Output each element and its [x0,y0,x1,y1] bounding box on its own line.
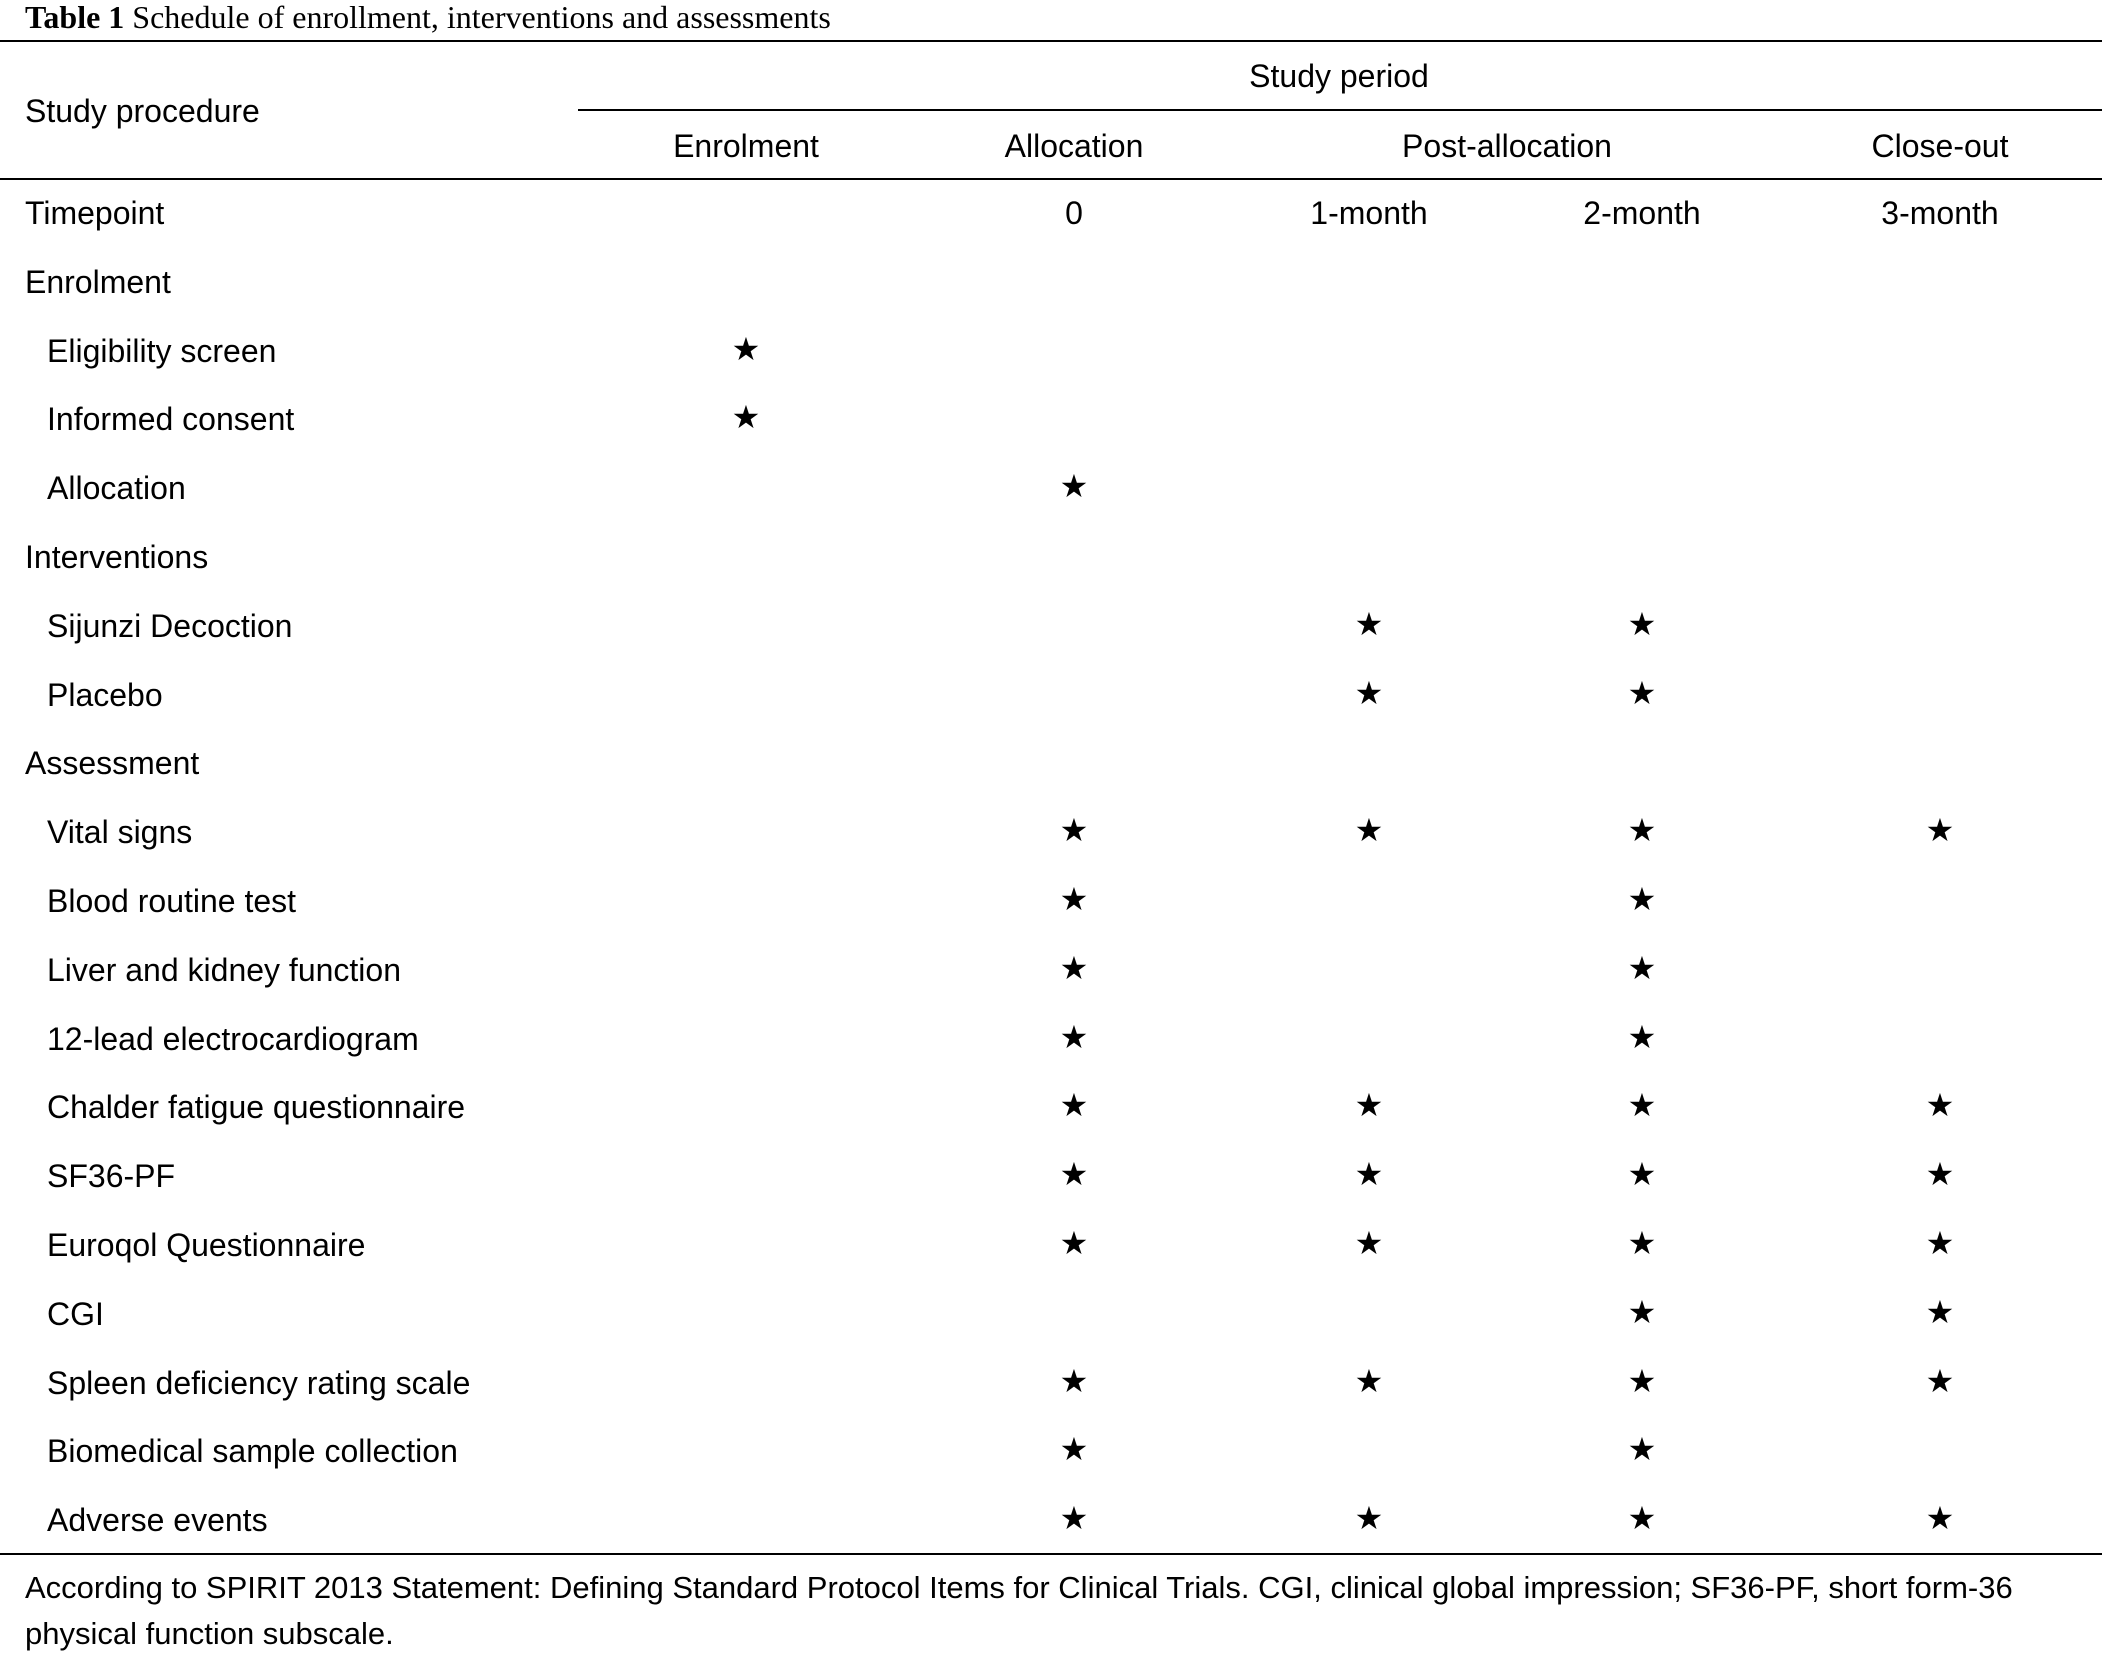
row-label: Chalder fatigue questionnaire [47,1089,466,1126]
star-mark: ★ [1354,1361,1384,1400]
row-label: Informed consent [47,401,295,438]
row-label: Liver and kidney function [47,951,401,988]
period-enrolment: Enrolment [673,128,819,164]
star-mark: ★ [1059,1361,1089,1400]
row-label: Eligibility screen [47,332,277,369]
timepoint-label: Timepoint [25,195,165,231]
star-mark: ★ [1925,1361,1955,1400]
timepoint-value: 0 [1065,195,1083,231]
star-mark: ★ [1354,673,1384,712]
star-mark: ★ [1059,880,1089,918]
star-mark: ★ [1627,604,1657,643]
section-heading: Assessment [25,745,200,782]
header-study-period: Study period [1249,58,1429,94]
star-mark: ★ [731,329,761,368]
star-mark: ★ [1925,811,1955,850]
timepoint-value: 3-month [1881,195,1999,231]
star-mark: ★ [1059,1499,1089,1538]
star-mark: ★ [1925,1224,1955,1262]
row-label: Spleen deficiency rating scale [47,1364,471,1401]
section-heading: Enrolment [25,263,171,300]
top-rule [0,40,2102,42]
star-mark: ★ [1354,1499,1384,1538]
star-mark: ★ [1354,1086,1384,1125]
star-mark: ★ [1627,1224,1657,1262]
star-mark: ★ [1059,811,1089,850]
star-mark: ★ [1925,1499,1955,1538]
star-mark: ★ [1059,467,1089,506]
row-label: Biomedical sample collection [47,1433,458,1470]
timepoint-value: 1-month [1310,195,1428,231]
star-mark: ★ [1627,673,1657,712]
star-mark: ★ [1354,811,1384,850]
star-mark: ★ [1627,880,1657,918]
star-mark: ★ [1354,1224,1384,1262]
table-caption [25,0,831,36]
row-label: Euroqol Questionnaire [47,1227,366,1263]
row-label: Allocation [47,470,186,507]
table-title: Schedule of enrollment, interventions and assessments [132,0,831,35]
header-study-procedure: Study procedure [25,93,260,129]
table-label: Table 1 [25,0,125,35]
star-mark: ★ [1627,1017,1657,1056]
star-mark: ★ [1059,1155,1089,1194]
row-label: Placebo [47,676,163,713]
star-mark: ★ [1354,604,1384,643]
table-footnote: According to SPIRIT 2013 Statement: Defining Standard Protocol Items for Clinical Trials. CGI, clinical global impression; SF36-PF, short form-36 physical function subscale. [25,1570,2013,1651]
star-mark: ★ [1627,811,1657,850]
star-mark: ★ [1627,1430,1657,1469]
row-label: CGI [47,1295,104,1332]
row-label: Sijunzi Decoction [47,607,293,644]
header-bottom-rule [0,178,2102,180]
star-mark: ★ [1627,948,1657,987]
section-heading: Interventions [25,539,209,575]
row-label: Adverse events [47,1502,268,1539]
star-mark: ★ [1627,1086,1657,1125]
star-mark: ★ [1059,1224,1089,1262]
row-label: Vital signs [47,814,193,851]
star-mark: ★ [1059,1430,1089,1469]
star-mark: ★ [1059,1017,1089,1056]
star-mark: ★ [1627,1361,1657,1400]
bottom-rule [0,1553,2102,1555]
row-label: Blood routine test [47,883,297,919]
period-close-out: Close-out [1871,128,2009,164]
star-mark: ★ [1925,1155,1955,1194]
row-label: SF36-PF [47,1158,176,1195]
period-post-allocation: Post-allocation [1402,128,1612,164]
star-mark: ★ [1354,1155,1384,1194]
star-mark: ★ [1925,1086,1955,1125]
study-period-rule [578,109,2102,111]
row-label: 12-lead electrocardiogram [47,1020,419,1057]
star-mark: ★ [1059,948,1089,987]
star-mark: ★ [1627,1499,1657,1538]
star-mark: ★ [1925,1292,1955,1331]
star-mark: ★ [1627,1292,1657,1331]
timepoint-value: 2-month [1583,195,1701,231]
star-mark: ★ [1627,1155,1657,1194]
star-mark: ★ [1059,1086,1089,1125]
star-mark: ★ [731,398,761,437]
period-allocation: Allocation [1004,128,1144,164]
